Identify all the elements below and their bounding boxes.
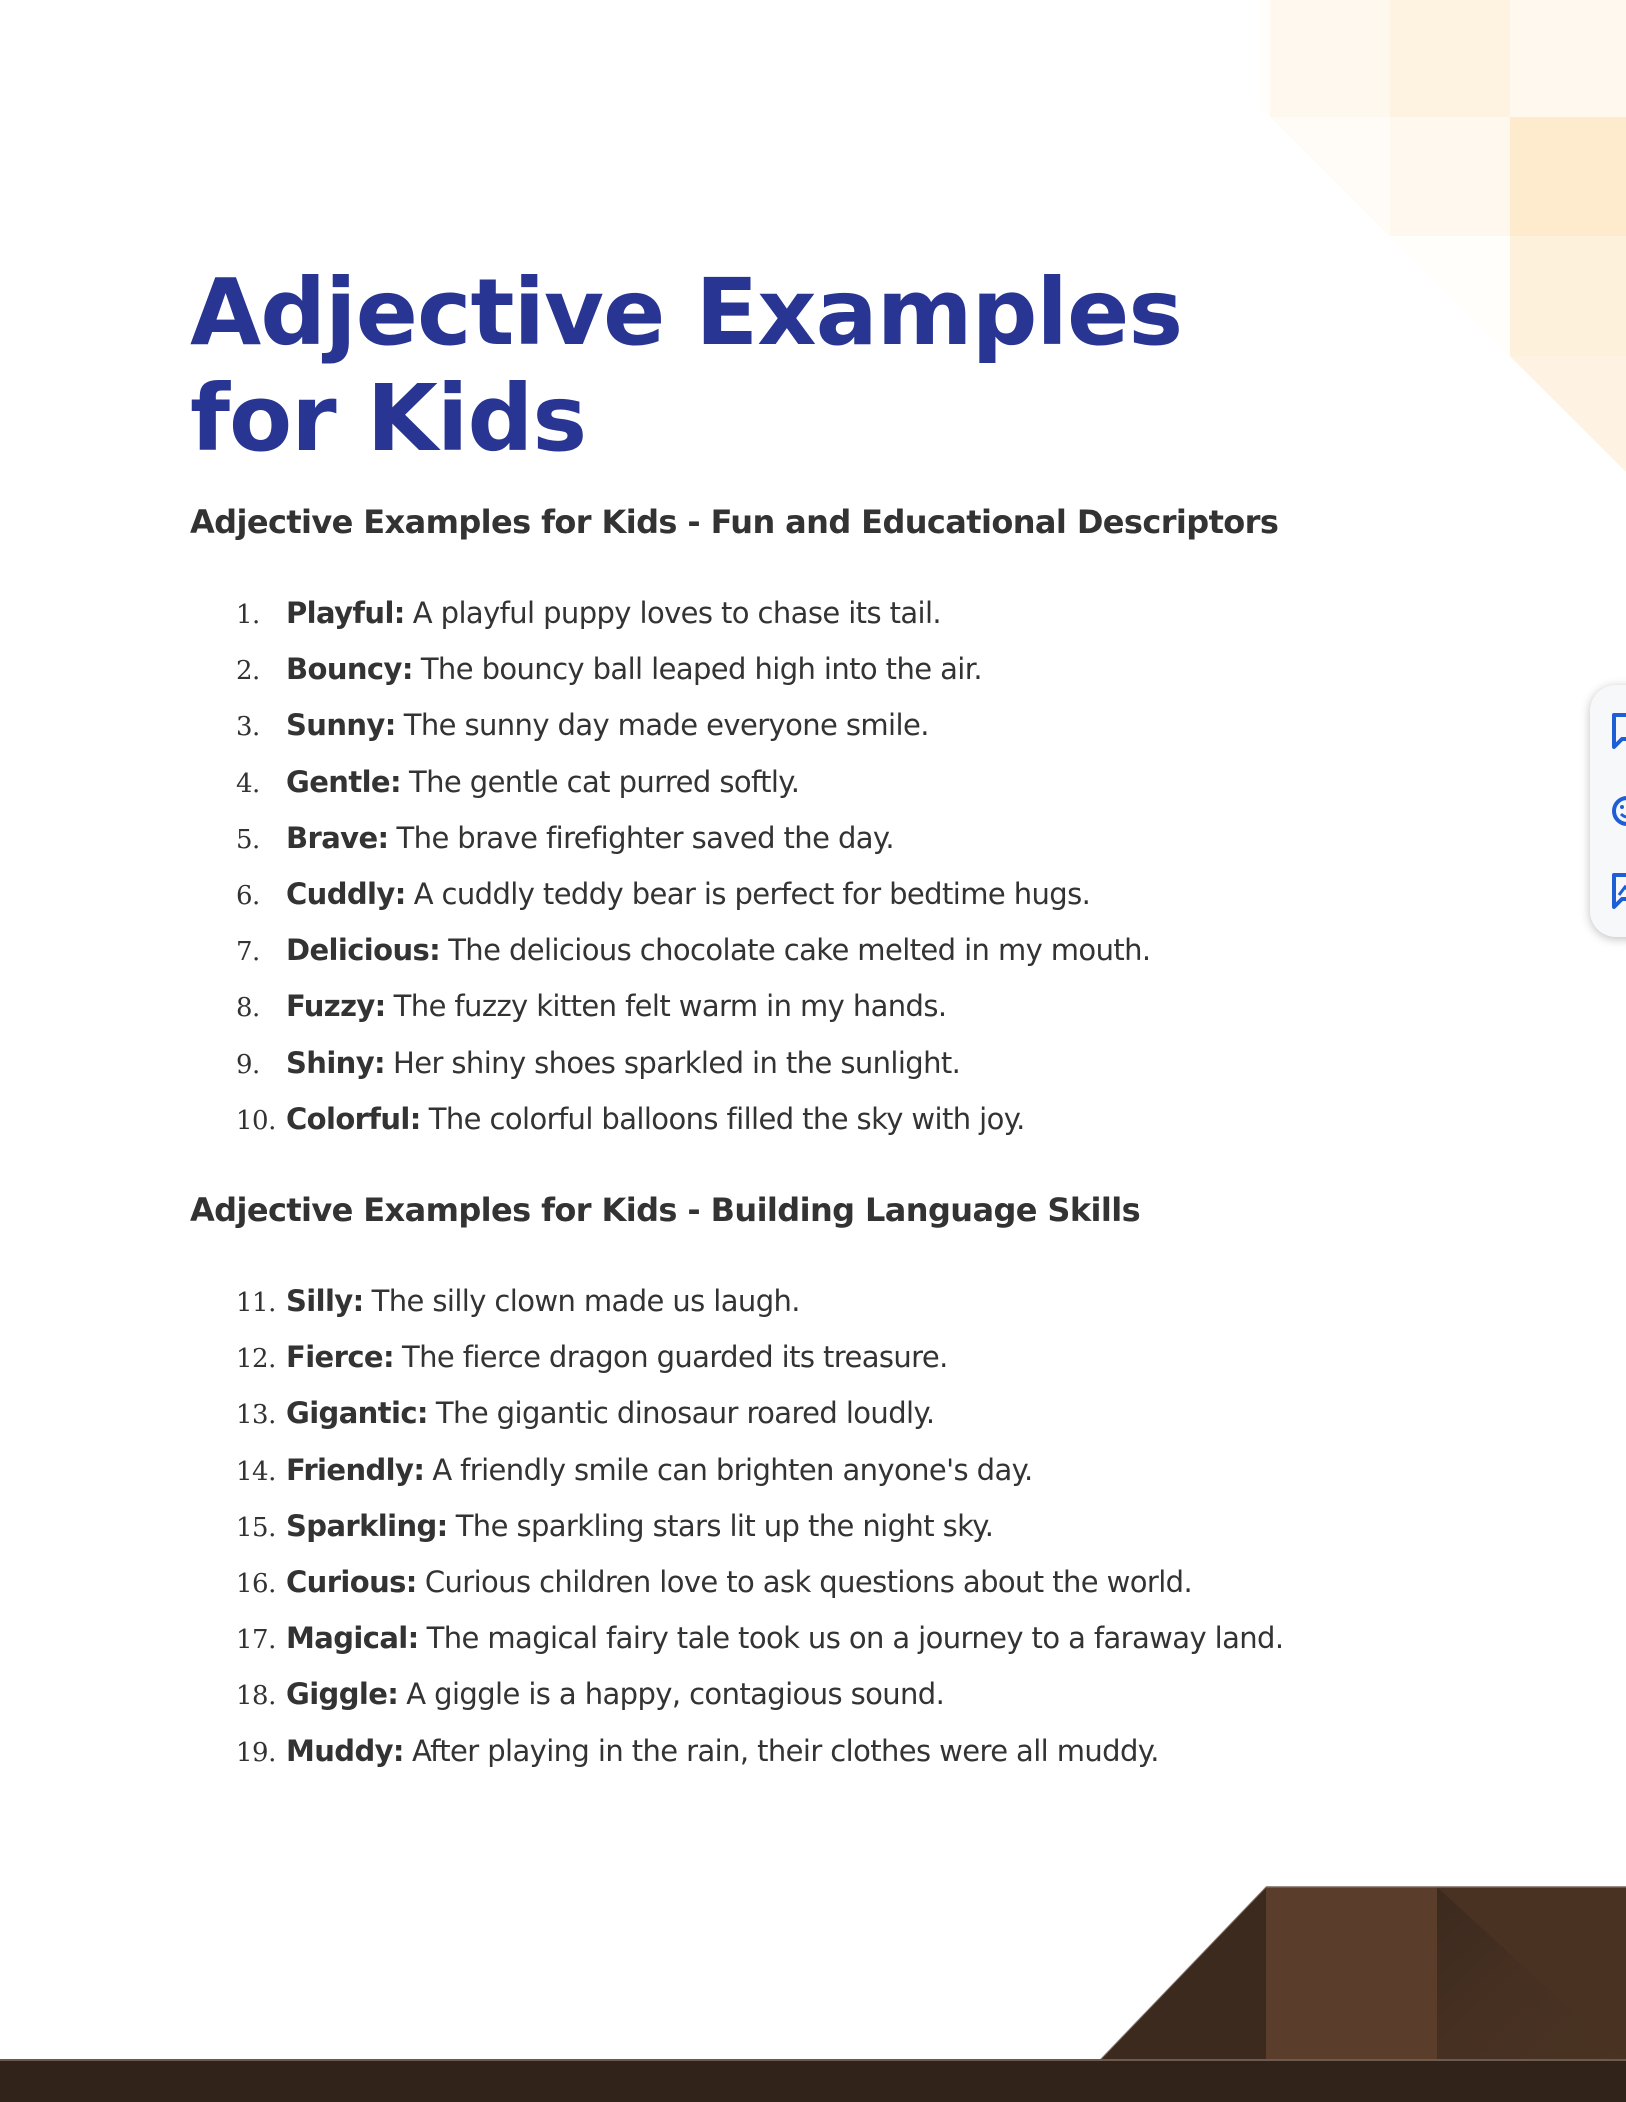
item-description: A playful puppy loves to chase its tail.	[412, 596, 942, 630]
list-item	[236, 1092, 1430, 1148]
list-item	[236, 1274, 1430, 1330]
item-term: Cuddly:	[286, 877, 406, 912]
item-number: 3.	[236, 712, 260, 743]
item-term: Playful:	[286, 596, 405, 630]
item-number: 11.	[236, 1288, 276, 1319]
item-number: 18.	[236, 1681, 276, 1712]
suggest-image-button[interactable]	[1610, 871, 1626, 911]
item-description: Her shiny shoes sparkled in the sunlight.	[393, 1045, 961, 1080]
item-number: 4.	[236, 768, 260, 799]
item-term: Giggle:	[286, 1677, 399, 1712]
item-term: Friendly:	[286, 1452, 425, 1487]
side-toolbar	[1590, 685, 1626, 937]
list-item	[236, 1555, 1430, 1611]
item-number: 17.	[236, 1625, 276, 1656]
item-description: The silly clown made us laugh.	[371, 1284, 800, 1319]
item-description: The delicious chocolate cake melted in my mouth.	[448, 933, 1151, 968]
list-item	[236, 923, 1430, 979]
list-item	[236, 979, 1430, 1035]
list-item	[236, 1611, 1430, 1667]
item-number: 14.	[236, 1456, 276, 1487]
item-number: 6.	[236, 881, 260, 912]
item-description: Curious children love to ask questions about the world.	[424, 1565, 1193, 1600]
comment-icon	[1610, 711, 1626, 751]
list-item	[236, 1036, 1430, 1092]
item-term: Fuzzy:	[286, 989, 386, 1024]
adjective-list-1	[236, 586, 1430, 1148]
item-description: The gigantic dinosaur roared loudly.	[435, 1396, 935, 1431]
list-item	[236, 755, 1430, 811]
item-description: A giggle is a happy, contagious sound.	[406, 1677, 945, 1712]
item-term: Brave:	[286, 820, 389, 855]
item-term: Delicious:	[286, 933, 441, 968]
footer-strip	[0, 2059, 1626, 2102]
list-item	[236, 1443, 1430, 1499]
item-description: The gentle cat purred softly.	[409, 764, 800, 799]
item-term: Curious:	[286, 1565, 417, 1600]
item-description: After playing in the rain, their clothes were all muddy.	[411, 1733, 1159, 1768]
list-item	[236, 1386, 1430, 1442]
item-description: A cuddly teddy bear is perfect for bedtime hugs.	[413, 877, 1091, 912]
item-description: A friendly smile can brighten anyone's day.	[432, 1452, 1033, 1487]
item-description: The fuzzy kitten felt warm in my hands.	[393, 989, 947, 1024]
emoji-icon	[1610, 791, 1626, 831]
item-number: 9.	[236, 1049, 260, 1080]
item-term: Sparkling:	[286, 1508, 448, 1543]
item-description: The sparkling stars lit up the night sky.	[455, 1508, 994, 1543]
item-description: The colorful balloons filled the sky with joy.	[428, 1101, 1025, 1136]
document-page	[190, 260, 1430, 1780]
item-term: Gentle:	[286, 764, 401, 799]
item-term: Shiny:	[286, 1045, 386, 1080]
list-item	[236, 867, 1430, 923]
add-comment-button[interactable]	[1610, 711, 1626, 751]
section-heading-language-skills: Adjective Examples for Kids - Building Language Skills	[190, 1191, 1141, 1230]
item-term: Gigantic:	[286, 1396, 428, 1431]
list-item	[236, 586, 1430, 642]
item-number: 10.	[236, 1105, 276, 1136]
item-description: The bouncy ball leaped high into the air.	[420, 652, 982, 687]
add-reaction-button[interactable]	[1610, 791, 1626, 831]
item-term: Fierce:	[286, 1340, 394, 1375]
item-description: The sunny day made everyone smile.	[403, 708, 929, 743]
item-number: 19.	[236, 1737, 276, 1768]
adjective-list-2	[236, 1274, 1430, 1780]
list-item	[236, 811, 1430, 867]
item-term: Sunny:	[286, 708, 396, 743]
item-term: Muddy:	[286, 1733, 404, 1768]
list-item	[236, 1330, 1430, 1386]
item-number: 12.	[236, 1344, 276, 1375]
page-title: Adjective Examples for Kids	[190, 259, 1183, 472]
item-description: The brave firefighter saved the day.	[396, 820, 894, 855]
list-item	[236, 698, 1430, 754]
item-term: Silly:	[286, 1284, 364, 1319]
item-number: 1.	[236, 600, 260, 630]
item-number: 15.	[236, 1512, 276, 1543]
item-number: 8.	[236, 993, 260, 1024]
list-item	[236, 1667, 1430, 1723]
image-comment-icon	[1610, 871, 1626, 911]
item-number: 5.	[236, 824, 260, 855]
list-item	[236, 1499, 1430, 1555]
item-number: 7.	[236, 937, 260, 968]
item-term: Magical:	[286, 1621, 419, 1656]
item-description: The fierce dragon guarded its treasure.	[401, 1340, 948, 1375]
list-item	[236, 1724, 1430, 1780]
item-description: The magical fairy tale took us on a journey to a faraway land.	[426, 1621, 1284, 1656]
item-term: Bouncy:	[286, 652, 413, 687]
item-number: 13.	[236, 1400, 276, 1431]
item-term: Colorful:	[286, 1101, 421, 1136]
list-item	[236, 642, 1430, 698]
item-number: 2.	[236, 656, 260, 687]
item-number: 16.	[236, 1569, 276, 1600]
section-heading-fun-descriptors: Adjective Examples for Kids - Fun and Educational Descriptors	[190, 503, 1279, 541]
